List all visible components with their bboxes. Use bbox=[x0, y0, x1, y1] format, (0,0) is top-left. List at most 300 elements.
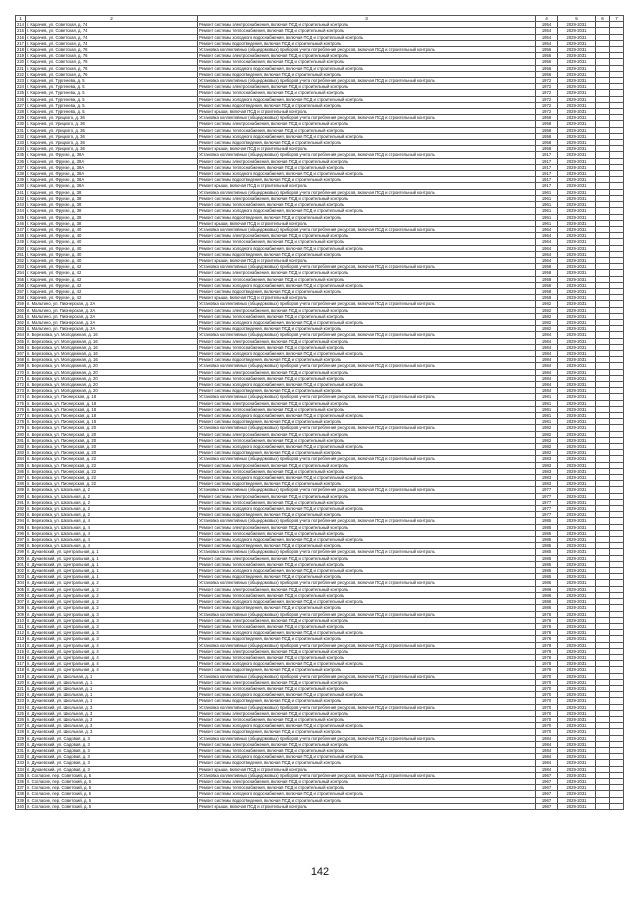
address: г. Карачев, ул. Урицкого, д. 36 bbox=[26, 133, 198, 139]
construction-year: 1982 bbox=[536, 444, 558, 450]
row-number: 221 bbox=[17, 65, 24, 71]
row-number: 329 bbox=[17, 735, 24, 741]
address: г. Карачев, ул. Советская, д. 76 bbox=[26, 59, 198, 65]
address: п. Дунаевский, ул. Школьная, д. 1 bbox=[26, 679, 198, 685]
address: г. Карачев, ул. Урицкого, д. 36 bbox=[26, 115, 198, 121]
work-type: Ремонт системы водоотведения, включая ПСД и строительный контроль bbox=[198, 760, 536, 766]
planned-period: 2029-2031 bbox=[558, 202, 596, 208]
construction-year: 1958 bbox=[536, 146, 558, 152]
planned-period: 2029-2031 bbox=[558, 654, 596, 660]
address: г. Карачев, ул. Советская, д. 76 bbox=[26, 65, 198, 71]
construction-year: 1972 bbox=[536, 102, 558, 108]
address: п. Дунаевский, ул. Садовая, д. 3 bbox=[26, 741, 198, 747]
planned-period: 2029-2031 bbox=[558, 518, 596, 524]
construction-year: 1984 bbox=[536, 332, 558, 338]
row-number: 225 bbox=[17, 90, 24, 96]
row-number: 216 bbox=[17, 34, 24, 40]
address: п. Березовка, ул. Школьная, д. 2 bbox=[26, 512, 198, 518]
work-type: Ремонт системы водоотведения, включая ПСД и строительный контроль bbox=[198, 40, 536, 46]
address: п. Березовка, ул. Пионерская, д. 20 bbox=[26, 450, 198, 456]
address: г. Карачев, ул. Советская, д. 74 bbox=[26, 40, 198, 46]
construction-year: 1983 bbox=[536, 481, 558, 487]
address: п. Дунаевский, ул. Школьная, д. 3 bbox=[26, 704, 198, 710]
construction-year: 1985 bbox=[536, 549, 558, 555]
planned-period: 2029-2031 bbox=[558, 208, 596, 214]
work-type: Установка коллективных (общедомовых) приборов учета потребления ресурсов, включая ПСД и строительный контроль bbox=[198, 394, 536, 400]
work-type: Ремонт системы электроснабжения, включая ПСД и строительный контроль bbox=[198, 158, 536, 164]
planned-period: 2029-2031 bbox=[558, 778, 596, 784]
address: п. Березовка, ул. Молодежная, д. 16 bbox=[26, 344, 198, 350]
planned-period: 2029-2031 bbox=[558, 326, 596, 332]
construction-year: 1984 bbox=[536, 760, 558, 766]
construction-year: 1983 bbox=[536, 475, 558, 481]
address: г. Карачев, ул. Советская, д. 76 bbox=[26, 71, 198, 77]
planned-period: 2029-2031 bbox=[558, 419, 596, 425]
row-number: 214 bbox=[17, 22, 24, 28]
row-number: 297 bbox=[17, 537, 24, 543]
row-number: 273 bbox=[17, 388, 24, 394]
planned-period: 2029-2031 bbox=[558, 406, 596, 412]
planned-period: 2029-2031 bbox=[558, 456, 596, 462]
row-number: 242 bbox=[17, 195, 24, 201]
row-number: 324 bbox=[17, 704, 24, 710]
row-number: 338 bbox=[17, 791, 24, 797]
construction-year: 1956 bbox=[536, 47, 558, 53]
row-number: 215 bbox=[17, 28, 24, 34]
work-type: Установка коллективных (общедомовых) приборов учета потребления ресурсов, включая ПСД и строительный контроль bbox=[198, 115, 536, 121]
planned-period: 2029-2031 bbox=[558, 537, 596, 543]
planned-period: 2029-2031 bbox=[558, 487, 596, 493]
column-number: 3 bbox=[198, 16, 536, 22]
construction-year: 1984 bbox=[536, 741, 558, 747]
work-type: Установка коллективных (общедомовых) приборов учета потребления ресурсов, включая ПСД и строительный контроль bbox=[198, 735, 536, 741]
row-number: 254 bbox=[17, 270, 24, 276]
row-number: 277 bbox=[17, 413, 24, 418]
row-number: 283 bbox=[17, 450, 24, 456]
work-type: Ремонт системы теплоснабжения, включая ПСД и строительный контроль bbox=[198, 654, 536, 660]
planned-period: 2029-2031 bbox=[558, 301, 596, 307]
work-type: Ремонт крыши, включая ПСД и строительный контроль bbox=[198, 766, 536, 772]
planned-period: 2029-2031 bbox=[558, 543, 596, 549]
construction-year: 1976 bbox=[536, 630, 558, 636]
work-type: Установка коллективных (общедомовых) приборов учета потребления ресурсов, включая ПСД и строительный контроль bbox=[198, 78, 536, 84]
work-type: Установка коллективных (общедомовых) приборов учета потребления ресурсов, включая ПСД и строительный контроль bbox=[198, 226, 536, 232]
work-type: Ремонт системы теплоснабжения, включая ПСД и строительный контроль bbox=[198, 344, 536, 350]
planned-period: 2029-2031 bbox=[558, 592, 596, 598]
work-type: Ремонт системы водоотведения, включая ПСД и строительный контроль bbox=[198, 177, 536, 183]
work-type: Ремонт крыши, включая ПСД и строительный контроль bbox=[198, 257, 536, 263]
work-type: Ремонт системы водоотведения, включая ПСД и строительный контроль bbox=[198, 636, 536, 642]
address: п. Дунаевский, ул. Центральная, д. 4 bbox=[26, 642, 198, 648]
construction-year: 1964 bbox=[536, 239, 558, 245]
construction-year: 1917 bbox=[536, 183, 558, 189]
address: п. Березовка, ул. Школьная, д. 2 bbox=[26, 493, 198, 499]
row-number: 238 bbox=[17, 171, 24, 177]
row-number: 278 bbox=[17, 419, 24, 425]
planned-period: 2029-2031 bbox=[558, 803, 596, 809]
row-number: 280 bbox=[17, 431, 24, 437]
row-number: 302 bbox=[17, 568, 24, 574]
planned-period: 2029-2031 bbox=[558, 338, 596, 344]
planned-period: 2029-2031 bbox=[558, 164, 596, 170]
planned-period: 2029-2031 bbox=[558, 96, 596, 102]
work-type: Ремонт системы теплоснабжения, включая ПСД и строительный контроль bbox=[198, 685, 536, 691]
construction-year: 1958 bbox=[536, 121, 558, 127]
row-number: 227 bbox=[17, 102, 24, 108]
construction-year: 1970 bbox=[536, 710, 558, 716]
work-type: Ремонт системы холодного водоснабжения, включая ПСД и строительный контроль bbox=[198, 282, 536, 288]
construction-year: 1976 bbox=[536, 617, 558, 623]
planned-period: 2029-2031 bbox=[558, 146, 596, 152]
row-number: 219 bbox=[17, 53, 24, 59]
planned-period: 2029-2031 bbox=[558, 506, 596, 512]
construction-year: 1982 bbox=[536, 431, 558, 437]
construction-year: 1967 bbox=[536, 791, 558, 797]
construction-year: 1976 bbox=[536, 636, 558, 642]
address: г. Карачев, ул. Фрунзе, д. 42 bbox=[26, 264, 198, 270]
work-type: Ремонт системы теплоснабжения, включая ПСД и строительный контроль bbox=[198, 716, 536, 722]
work-type: Ремонт крыши, включая ПСД и строительный контроль bbox=[198, 146, 536, 152]
work-type: Ремонт системы холодного водоснабжения, включая ПСД и строительный контроль bbox=[198, 413, 536, 419]
address: п. Дунаевский, ул. Центральная, д. 3 bbox=[26, 623, 198, 629]
work-type: Ремонт системы холодного водоснабжения, включая ПСД и строительный контроль bbox=[198, 133, 536, 139]
construction-year: 1958 bbox=[536, 133, 558, 139]
address: г. Карачев, ул. Фрунзе, д. 38А bbox=[26, 158, 198, 164]
row-number: 228 bbox=[17, 109, 24, 115]
work-type: Ремонт системы холодного водоснабжения, включая ПСД и строительный контроль bbox=[198, 245, 536, 251]
work-type: Установка коллективных (общедомовых) приборов учета потребления ресурсов, включая ПСД и строительный контроль bbox=[198, 642, 536, 648]
address: г. Карачев, ул. Фрунзе, д. 40 bbox=[26, 257, 198, 263]
address: п. Дунаевский, ул. Школьная, д. 3 bbox=[26, 716, 198, 722]
work-type: Ремонт системы водоотведения, включая ПСД и строительный контроль bbox=[198, 729, 536, 735]
work-type: Ремонт системы электроснабжения, включая ПСД и строительный контроль bbox=[198, 400, 536, 406]
planned-period: 2029-2031 bbox=[558, 28, 596, 34]
work-type: Ремонт системы водоотведения, включая ПСД и строительный контроль bbox=[198, 698, 536, 704]
row-number: 271 bbox=[17, 375, 24, 381]
address: п. Дунаевский, ул. Школьная, д. 3 bbox=[26, 729, 198, 735]
address: п. Дунаевский, ул. Садовая, д. 3 bbox=[26, 747, 198, 753]
planned-period: 2029-2031 bbox=[558, 754, 596, 760]
work-type: Установка коллективных (общедомовых) приборов учета потребления ресурсов, включая ПСД и строительный контроль bbox=[198, 189, 536, 195]
work-type: Ремонт системы холодного водоснабжения, включая ПСД и строительный контроль bbox=[198, 506, 536, 512]
address: г. Карачев, ул. Фрунзе, д. 42 bbox=[26, 288, 198, 294]
work-type: Установка коллективных (общедомовых) приборов учета потребления ресурсов, включая ПСД и строительный контроль bbox=[198, 487, 536, 493]
planned-period: 2029-2031 bbox=[558, 40, 596, 46]
planned-period: 2029-2031 bbox=[558, 704, 596, 710]
work-type: Установка коллективных (общедомовых) приборов учета потребления ресурсов, включая ПСД и строительный контроль bbox=[198, 549, 536, 555]
work-type: Ремонт системы водоотведения, включая ПСД и строительный контроль bbox=[198, 71, 536, 77]
row-number: 274 bbox=[17, 394, 24, 400]
construction-year: 1964 bbox=[536, 251, 558, 257]
planned-period: 2029-2031 bbox=[558, 512, 596, 518]
construction-year: 1977 bbox=[536, 499, 558, 505]
work-type: Установка коллективных (общедомовых) приборов учета потребления ресурсов, включая ПСД и строительный контроль bbox=[198, 332, 536, 338]
planned-period: 2029-2031 bbox=[558, 307, 596, 313]
construction-year: 1958 bbox=[536, 115, 558, 121]
construction-year: 1984 bbox=[536, 357, 558, 363]
row-number: 316 bbox=[17, 654, 24, 660]
construction-year: 1982 bbox=[536, 307, 558, 313]
column-number: 5 bbox=[558, 16, 596, 22]
work-type: Ремонт системы холодного водоснабжения, включая ПСД и строительный контроль bbox=[198, 96, 536, 102]
construction-year: 1956 bbox=[536, 65, 558, 71]
work-type: Установка коллективных (общедомовых) приборов учета потребления ресурсов, включая ПСД и строительный контроль bbox=[198, 704, 536, 710]
planned-period: 2029-2031 bbox=[558, 723, 596, 729]
planned-period: 2029-2031 bbox=[558, 555, 596, 561]
construction-year: 1985 bbox=[536, 518, 558, 524]
row-number: 256 bbox=[17, 282, 24, 288]
construction-year: 1984 bbox=[536, 735, 558, 741]
planned-period: 2029-2031 bbox=[558, 214, 596, 220]
address: г. Карачев, ул. Фрунзе, д. 38А bbox=[26, 164, 198, 170]
planned-period: 2029-2031 bbox=[558, 599, 596, 605]
planned-period: 2029-2031 bbox=[558, 425, 596, 431]
row-number: 313 bbox=[17, 636, 24, 642]
work-type: Установка коллективных (общедомовых) приборов учета потребления ресурсов, включая ПСД и строительный контроль bbox=[198, 47, 536, 53]
work-type: Ремонт системы водоотведения, включая ПСД и строительный контроль bbox=[198, 251, 536, 257]
address: п. Дунаевский, ул. Школьная, д. 1 bbox=[26, 673, 198, 679]
address: п. Дунаевский, ул. Школьная, д. 3 bbox=[26, 710, 198, 716]
capital-repair-table bbox=[15, 15, 624, 810]
work-type: Ремонт системы теплоснабжения, включая ПСД и строительный контроль bbox=[198, 561, 536, 567]
planned-period: 2029-2031 bbox=[558, 276, 596, 282]
row-number: 284 bbox=[17, 456, 24, 462]
work-type: Ремонт системы водоотведения, включая ПСД и строительный контроль bbox=[198, 288, 536, 294]
row-number: 239 bbox=[17, 177, 24, 183]
work-type: Ремонт системы холодного водоснабжения, включая ПСД и строительный контроль bbox=[198, 568, 536, 574]
address: п. Согласие, пер. Советский, д. 5 bbox=[26, 785, 198, 791]
construction-year: 1961 bbox=[536, 189, 558, 195]
work-type: Ремонт системы теплоснабжения, включая ПСД и строительный контроль bbox=[198, 202, 536, 208]
construction-year: 1958 bbox=[536, 288, 558, 294]
row-number: 250 bbox=[17, 245, 24, 251]
address: п. Дунаевский, ул. Центральная, д. 2 bbox=[26, 586, 198, 592]
planned-period: 2029-2031 bbox=[558, 313, 596, 319]
work-type: Ремонт системы теплоснабжения, включая ПСД и строительный контроль bbox=[198, 623, 536, 629]
row-number: 320 bbox=[17, 679, 24, 685]
construction-year: 1961 bbox=[536, 208, 558, 214]
row-number: 333 bbox=[17, 760, 24, 766]
construction-year: 1958 bbox=[536, 282, 558, 288]
planned-period: 2029-2031 bbox=[558, 648, 596, 654]
planned-period: 2029-2031 bbox=[558, 679, 596, 685]
construction-year: 1982 bbox=[536, 326, 558, 332]
work-type: Ремонт системы теплоснабжения, включая ПСД и строительный контроль bbox=[198, 747, 536, 753]
row-number: 282 bbox=[17, 444, 24, 450]
address: п. Дунаевский, ул. Центральная, д. 1 bbox=[26, 555, 198, 561]
row-number: 236 bbox=[17, 158, 24, 164]
address: г. Карачев, ул. Советская, д. 76 bbox=[26, 47, 198, 53]
construction-year: 1972 bbox=[536, 109, 558, 115]
address: п. Березовка, ул. Пионерская, д. 20 bbox=[26, 437, 198, 443]
row-number: 260 bbox=[17, 307, 24, 313]
address: п. Березовка, ул. Пионерская, д. 20 bbox=[26, 444, 198, 450]
planned-period: 2029-2031 bbox=[558, 394, 596, 400]
work-type: Установка коллективных (общедомовых) приборов учета потребления ресурсов, включая ПСД и строительный контроль bbox=[198, 425, 536, 431]
row-number: 246 bbox=[17, 220, 24, 226]
address: п. Дунаевский, ул. Центральная, д. 2 bbox=[26, 605, 198, 611]
construction-year: 1917 bbox=[536, 171, 558, 177]
row-number: 287 bbox=[17, 475, 24, 481]
planned-period: 2029-2031 bbox=[558, 710, 596, 716]
construction-year: 1981 bbox=[536, 413, 558, 419]
planned-period: 2029-2031 bbox=[558, 747, 596, 753]
construction-year: 1967 bbox=[536, 778, 558, 784]
address: п. Березовка, ул. Пионерская, д. 22 bbox=[26, 475, 198, 481]
planned-period: 2029-2031 bbox=[558, 785, 596, 791]
work-type: Ремонт системы электроснабжения, включая ПСД и строительный контроль bbox=[198, 369, 536, 375]
row-number: 281 bbox=[17, 437, 24, 443]
address: п. Дунаевский, ул. Центральная, д. 1 bbox=[26, 561, 198, 567]
work-type: Ремонт системы электроснабжения, включая ПСД и строительный контроль bbox=[198, 555, 536, 561]
construction-year: 1986 bbox=[536, 592, 558, 598]
construction-year: 1986 bbox=[536, 586, 558, 592]
planned-period: 2029-2031 bbox=[558, 766, 596, 772]
planned-period: 2029-2031 bbox=[558, 630, 596, 636]
address: г. Карачев, ул. Советская, д. 74 bbox=[26, 28, 198, 34]
construction-year: 1984 bbox=[536, 350, 558, 356]
work-type: Ремонт системы электроснабжения, включая ПСД и строительный контроль bbox=[198, 524, 536, 530]
planned-period: 2029-2031 bbox=[558, 493, 596, 499]
address: п. Дунаевский, ул. Школьная, д. 1 bbox=[26, 698, 198, 704]
planned-period: 2029-2031 bbox=[558, 177, 596, 183]
work-type: Ремонт системы электроснабжения, включая ПСД и строительный контроль bbox=[198, 307, 536, 313]
work-type: Ремонт системы водоотведения, включая ПСД и строительный контроль bbox=[198, 214, 536, 220]
construction-year: 1986 bbox=[536, 599, 558, 605]
planned-period: 2029-2031 bbox=[558, 797, 596, 803]
construction-year: 1961 bbox=[536, 202, 558, 208]
construction-year: 1982 bbox=[536, 313, 558, 319]
construction-year: 1984 bbox=[536, 369, 558, 375]
planned-period: 2029-2031 bbox=[558, 195, 596, 201]
address: г. Карачев, ул. Фрунзе, д. 42 bbox=[26, 270, 198, 276]
work-type: Ремонт системы электроснабжения, включая ПСД и строительный контроль bbox=[198, 741, 536, 747]
construction-year: 1981 bbox=[536, 419, 558, 425]
empty-col-7 bbox=[610, 803, 624, 809]
row-number: 321 bbox=[17, 685, 24, 691]
work-type: Ремонт системы холодного водоснабжения, включая ПСД и строительный контроль bbox=[198, 692, 536, 698]
row-number: 294 bbox=[17, 518, 24, 524]
row-number: 269 bbox=[17, 363, 24, 369]
work-type: Ремонт системы теплоснабжения, включая ПСД и строительный контроль bbox=[198, 468, 536, 474]
address: п. Березовка, ул. Школьная, д. 4 bbox=[26, 543, 198, 549]
construction-year: 1970 bbox=[536, 698, 558, 704]
row-number: 328 bbox=[17, 729, 24, 735]
planned-period: 2029-2031 bbox=[558, 121, 596, 127]
construction-year: 1981 bbox=[536, 400, 558, 406]
construction-year: 1964 bbox=[536, 233, 558, 239]
work-type: Ремонт системы электроснабжения, включая ПСД и строительный контроль bbox=[198, 233, 536, 239]
planned-period: 2029-2031 bbox=[558, 580, 596, 586]
planned-period: 2029-2031 bbox=[558, 692, 596, 698]
address: п. Березовка, ул. Школьная, д. 2 bbox=[26, 487, 198, 493]
address: п. Березовка, ул. Молодежная, д. 20 bbox=[26, 369, 198, 375]
address: п. Мальтино, ул. Пионерская, д. 2А bbox=[26, 307, 198, 313]
construction-year: 1964 bbox=[536, 226, 558, 232]
planned-period: 2029-2031 bbox=[558, 685, 596, 691]
planned-period: 2029-2031 bbox=[558, 102, 596, 108]
address: г. Карачев, ул. Фрунзе, д. 40 bbox=[26, 233, 198, 239]
planned-period: 2029-2031 bbox=[558, 450, 596, 456]
address: п. Дунаевский, ул. Центральная, д. 1 bbox=[26, 568, 198, 574]
construction-year: 1964 bbox=[536, 245, 558, 251]
planned-period: 2029-2031 bbox=[558, 375, 596, 381]
row-number: 290 bbox=[17, 493, 24, 499]
work-type: Ремонт системы холодного водоснабжения, включая ПСД и строительный контроль bbox=[198, 537, 536, 543]
work-type: Ремонт системы водоотведения, включая ПСД и строительный контроль bbox=[198, 481, 536, 487]
column-number: 6 bbox=[596, 16, 610, 22]
construction-year: 1977 bbox=[536, 506, 558, 512]
address: г. Карачев, ул. Фрунзе, д. 40 bbox=[26, 226, 198, 232]
address: г. Карачев, ул. Советская, д. 74 bbox=[26, 22, 198, 28]
planned-period: 2029-2031 bbox=[558, 444, 596, 450]
address: п. Дунаевский, ул. Центральная, д. 2 bbox=[26, 580, 198, 586]
row-number: 232 bbox=[17, 133, 24, 139]
construction-year: 1984 bbox=[536, 375, 558, 381]
construction-year: 1983 bbox=[536, 456, 558, 462]
construction-year: 1956 bbox=[536, 53, 558, 59]
row-number: 235 bbox=[17, 152, 24, 158]
planned-period: 2029-2031 bbox=[558, 295, 596, 301]
construction-year: 1983 bbox=[536, 468, 558, 474]
row-number: 231 bbox=[17, 127, 24, 133]
row-number: 258 bbox=[17, 295, 24, 301]
address: п. Березовка, ул. Пионерская, д. 18 bbox=[26, 406, 198, 412]
work-type: Ремонт системы водоотведения, включая ПСД и строительный контроль bbox=[198, 667, 536, 673]
row-number: 317 bbox=[17, 661, 24, 667]
planned-period: 2029-2031 bbox=[558, 282, 596, 288]
planned-period: 2029-2031 bbox=[558, 381, 596, 387]
address: п. Березовка, ул. Пионерская, д. 18 bbox=[26, 400, 198, 406]
construction-year: 1978 bbox=[536, 654, 558, 660]
construction-year: 1967 bbox=[536, 785, 558, 791]
planned-period: 2029-2031 bbox=[558, 605, 596, 611]
address: п. Дунаевский, ул. Центральная, д. 3 bbox=[26, 636, 198, 642]
row-number: 288 bbox=[17, 481, 24, 487]
construction-year: 1967 bbox=[536, 797, 558, 803]
construction-year: 1972 bbox=[536, 96, 558, 102]
row-number: 292 bbox=[17, 506, 24, 512]
address: п. Березовка, ул. Школьная, д. 4 bbox=[26, 530, 198, 536]
construction-year: 1958 bbox=[536, 270, 558, 276]
work-type: Ремонт системы теплоснабжения, включая ПСД и строительный контроль bbox=[198, 530, 536, 536]
construction-year: 1978 bbox=[536, 648, 558, 654]
construction-year: 1983 bbox=[536, 462, 558, 468]
planned-period: 2029-2031 bbox=[558, 735, 596, 741]
work-type: Установка коллективных (общедомовых) приборов учета потребления ресурсов, включая ПСД и строительный контроль bbox=[198, 673, 536, 679]
planned-period: 2029-2031 bbox=[558, 140, 596, 146]
address: п. Мальтино, ул. Пионерская, д. 2А bbox=[26, 301, 198, 307]
construction-year: 1970 bbox=[536, 685, 558, 691]
row-number: 319 bbox=[17, 673, 24, 679]
construction-year: 1986 bbox=[536, 580, 558, 586]
work-type: Ремонт системы холодного водоснабжения, включая ПСД и строительный контроль bbox=[198, 661, 536, 667]
planned-period: 2029-2031 bbox=[558, 319, 596, 325]
row-number: 311 bbox=[17, 623, 24, 629]
work-type: Установка коллективных (общедомовых) приборов учета потребления ресурсов, включая ПСД и строительный контроль bbox=[198, 611, 536, 617]
planned-period: 2029-2031 bbox=[558, 127, 596, 133]
construction-year: 1954 bbox=[536, 34, 558, 40]
address: п. Березовка, ул. Пионерская, д. 22 bbox=[26, 481, 198, 487]
row-number: 222 bbox=[17, 71, 24, 77]
construction-year: 1967 bbox=[536, 803, 558, 809]
address: п. Дунаевский, ул. Центральная, д. 4 bbox=[26, 661, 198, 667]
row-number: 262 bbox=[17, 319, 24, 325]
row-number: 285 bbox=[17, 462, 24, 468]
address: п. Дунаевский, ул. Садовая, д. 3 bbox=[26, 766, 198, 772]
work-type: Установка коллективных (общедомовых) приборов учета потребления ресурсов, включая ПСД и строительный контроль bbox=[198, 264, 536, 270]
row-number: 337 bbox=[17, 785, 24, 791]
